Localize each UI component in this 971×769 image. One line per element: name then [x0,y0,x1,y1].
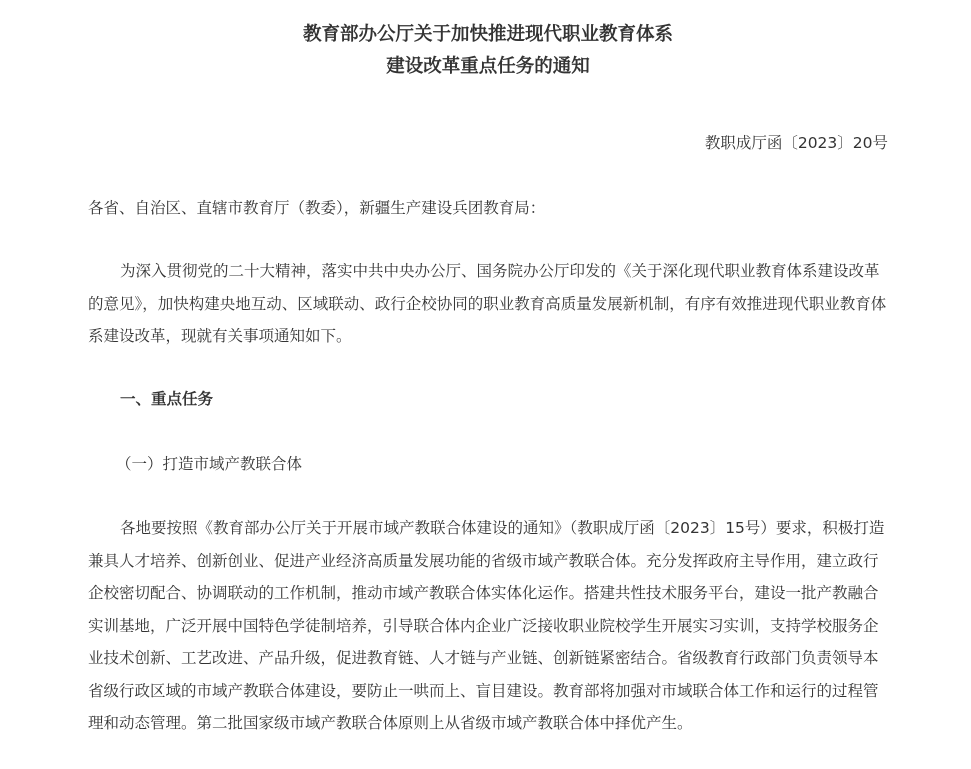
document-title [88,0,888,83]
intro-paragraph: 为深入贯彻党的二十大精神，落实中共中央办公厅、国务院办公厅印发的《关于深化现代职业教育体系建设改革的意见》，加快构建央地互动、区域联动、政行企校协同的职业教育高质量发展新机制，有序有效推进现代职业教育体系建设改革，现就有关事项通知如下。 [88,262,887,345]
subsection-heading-1: （一）打造市域产教联合体 [116,455,303,473]
subsection-1-body: 各地要按照《教育部办公厅关于开展市域产教联合体建设的通知》（教职成厅函〔2023〕15号）要求，积极打造兼具人才培养、创新创业、促进产业经济高质量发展功能的省级市域产教联合体。充分发挥政府主导作用，建立政行企校密切配合、协调联动的工作机制，推动市域产教联合体实体化运作。搭建共性技术服务平台，建设一批产教融合实训基地，广泛开展中国特色学徒制培养，引导联合体内企业广泛接收职业院校学生开展实习实训，支持学校服务企业技术创新、工艺改进、产品升级，促进教育链、人才链与产业链、创新链紧密结合。省级教育行政部门负责领导本省级行政区域的市域产教联合体建设，要防止一哄而上、盲目建设。教育部将加强对市域联合体工作和运行的过程管理和动态管理。第二批国家级市域产教联合体原则上从省级市域产教联合体中择优产生。 [88,519,885,732]
section-heading-key-tasks: 一、重点任务 [120,390,214,408]
title-line-1: 教育部办公厅关于加快推进现代职业教育体系 [302,24,673,45]
addressee: 各省、自治区、直辖市教育厅（教委），新疆生产建设兵团教育局： [88,199,546,217]
document [88,0,888,732]
title-line-2: 建设改革重点任务的通知 [386,56,590,77]
document-number: 教职成厅函〔2023〕20号 [704,134,888,152]
